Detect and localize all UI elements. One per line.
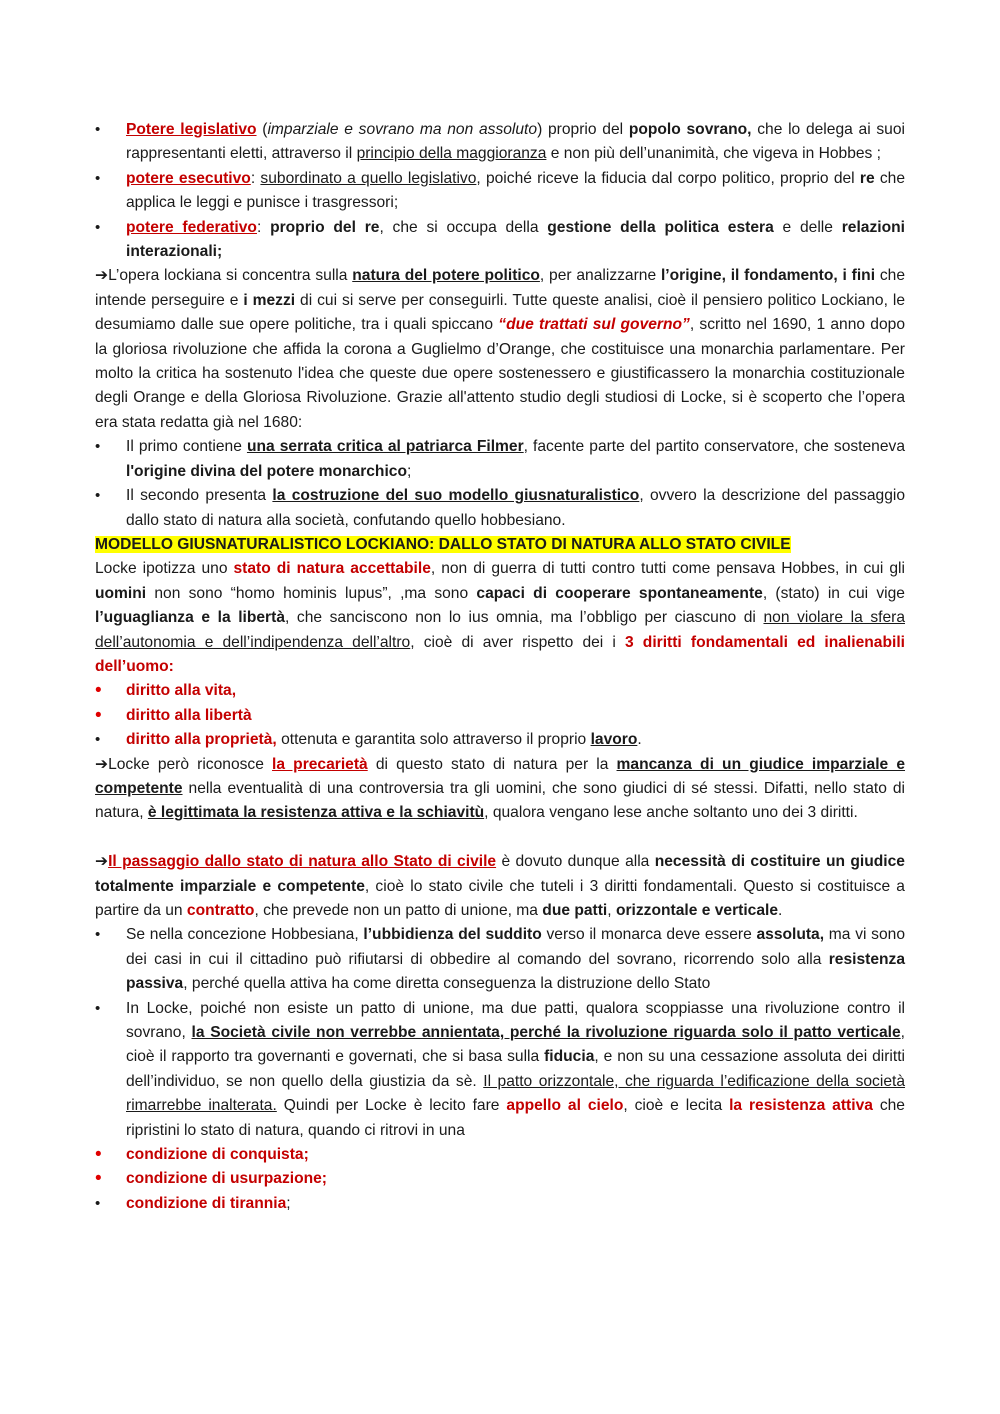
list-item: • In Locke, poiché non esiste un patto di unione, ma due patti, qualora scoppiasse una rivoluzione contro il sovrano, la Società civile non verrebbe annientata, perché la rivoluzione riguarda solo il patto verticale, cioè il rapporto tra governanti e governati, che si basa sulla fiducia, e non su una cessazione assoluta dei diritti dell’individuo, se non quello della giustizia da sè. Il patto orizzontale, che riguarda l’edificazione della società rimarrebbe inalterata. Quindi per Locke è lecito fare appello al cielo, cioè e lecita la resistenza attiva che ripristini lo stato di natura, quando ci ritrovi in una	[95, 997, 905, 1143]
list-item: • diritto alla vita,	[95, 679, 905, 703]
list-item: • diritto alla proprietà, ottenuta e garantita solo attraverso il proprio lavoro.	[95, 728, 905, 752]
arrow-icon: ➔	[95, 267, 109, 285]
paragraph: ➔Locke però riconosce la precarietà di questo stato di natura per la mancanza di un giudice imparziale e competente nella eventualità di una controversia tra gli uomini, che sono giudici di sé stessi. Difatti, nello stato di natura, è legittimata la resistenza attiva e la schiavitù, qualora vengano lese anche soltanto uno dei 3 diritti.	[95, 755, 906, 822]
section-heading: MODELLO GIUSNATURALISTICO LOCKIANO: DALLO STATO DI NATURA ALLO STATO CIVILE	[95, 535, 791, 553]
list-item: • potere esecutivo: subordinato a quello legislativo, poiché riceve la fiducia dal corpo politico, proprio del re che applica le leggi e punisce i trasgressori;	[95, 167, 905, 216]
conditions-list	[95, 1143, 905, 1216]
paragraph: Locke ipotizza uno stato di natura accettabile, non di guerra di tutti contro tutti come pensava Hobbes, in cui gli uomini non sono “homo hominis lupus”, ,ma sono capaci di cooperare spontaneamente, (stato) in cui vige l’uguaglianza e la libertà, che sanciscono non lo ius omnia, ma l’obbligo per ciascuno di non violare la sfera dell’autonomia e dell’indipendenza dell’altro, cioè di aver rispetto dei i 3 diritti fondamentali ed inalienabili dell’uomo:	[95, 560, 905, 675]
list-item: • diritto alla libertà	[95, 704, 905, 728]
list-item: • Il primo contiene una serrata critica al patriarca Filmer, facente parte del partito conservatore, che sosteneva l'origine divina del potere monarchico;	[95, 435, 905, 484]
list-item: • Se nella concezione Hobbesiana, l’ubbidienza del suddito verso il monarca deve essere assoluta, ma vi sono dei casi in cui il cittadino può rifiutarsi di obbedire al comando del sovrano, ricorrendo solo alla resistenza passiva, perché quella attiva ha come diretta conseguenza la distruzione dello Stato	[95, 923, 905, 996]
rights-list	[95, 679, 905, 752]
list-item: • condizione di tirannia;	[95, 1192, 905, 1216]
list-item: • Il secondo presenta la costruzione del suo modello giusnaturalistico, ovvero la descrizione del passaggio dallo stato di natura alla società, confutando quello hobbesiano.	[95, 484, 905, 533]
powers-list	[95, 118, 905, 264]
document-body	[95, 118, 905, 1216]
list-item: • condizione di usurpazione;	[95, 1167, 905, 1191]
pacts-list	[95, 923, 905, 1143]
blank-line	[95, 826, 905, 850]
arrow-icon: ➔	[95, 853, 109, 871]
paragraph: ➔Il passaggio dallo stato di natura allo Stato di civile è dovuto dunque alla necessità di costituire un giudice totalmente imparziale e competente, cioè lo stato civile che tuteli i 3 diritti fondamentali. Questo si costituisce a partire da un contratto, che prevede non un patto di unione, ma due patti, orizzontale e verticale.	[95, 853, 905, 919]
list-item: • potere federativo: proprio del re, che si occupa della gestione della politica estera e delle relazioni interazionali;	[95, 216, 905, 265]
list-item: • condizione di conquista;	[95, 1143, 905, 1167]
treatises-list	[95, 435, 905, 533]
list-item: • Potere legislativo (imparziale e sovrano ma non assoluto) proprio del popolo sovrano, che lo delega ai suoi rappresentanti eletti, attraverso il principio della maggioranza e non più dell’unanimità, che vigeva in Hobbes ;	[95, 118, 905, 167]
paragraph: ➔L’opera lockiana si concentra sulla natura del potere politico, per analizzarne l’origine, il fondamento, i fini che intende perseguire e i mezzi di cui si serve per conseguirli. Tutte queste analisi, cioè il pensiero politico Lockiano, le desumiamo dalle sue opere politiche, tra i quali spiccano “due trattati sul governo”, scritto nel 1690, 1 anno dopo la gloriosa rivoluzione che affida la corona a Guglielmo d’Orange, che costituisce una monarchia parlamentare. Per molto la critica ha sostenuto l'idea che queste due opere sostenessero e giustificassero la monarchia costituzionale degli Orange e della Gloriosa Rivoluzione. Grazie all'attento studio degli studiosi di Locke, si è scoperto che l’opera era stata redatta già nel 1680:	[95, 267, 905, 431]
arrow-icon: ➔	[95, 755, 109, 773]
